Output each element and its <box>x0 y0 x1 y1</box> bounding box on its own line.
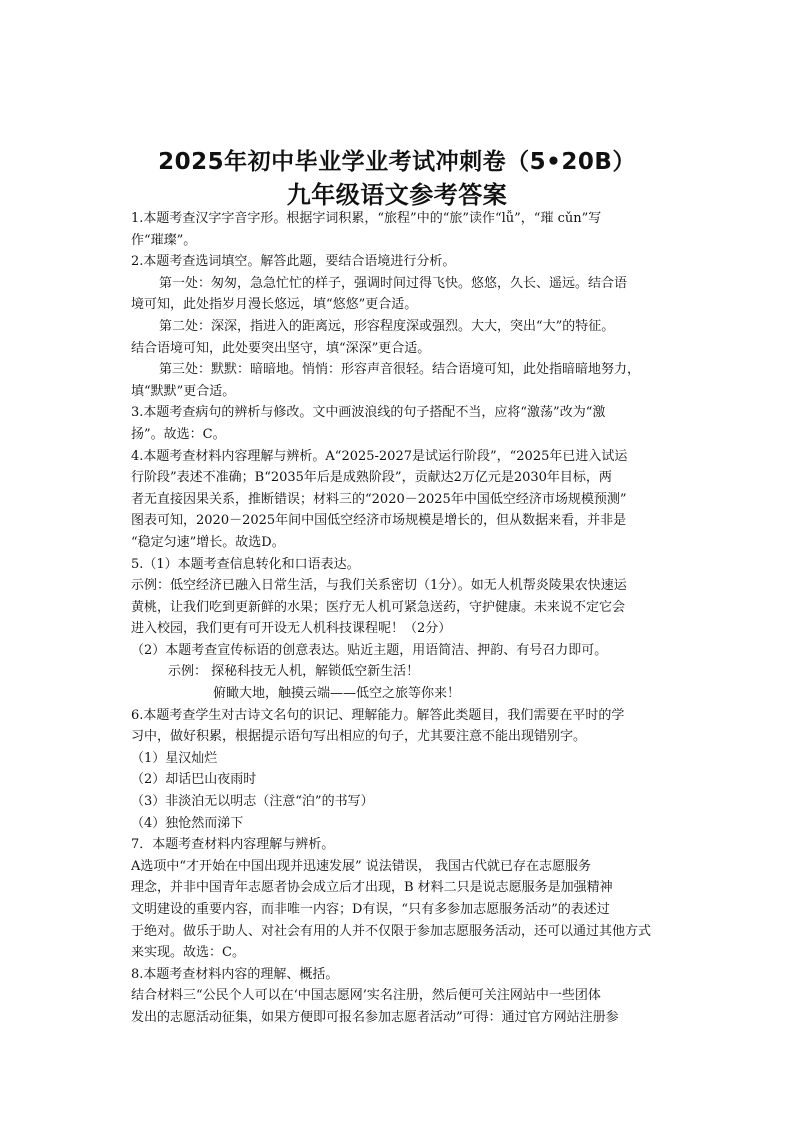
text-line: （2）本题考查宣传标语的创意表达。贴近主题，用语简洁、押韵、有号召力即可。 <box>131 642 608 658</box>
text-line: 黄桃，让我们吃到更新鲜的水果；医疗无人机可紧急送药，守护健康。未来说不定它会 <box>131 599 626 615</box>
text-line: 结合材料三“公民个人可以在‘中国志愿网’实名注册，然后便可关注网站中一些团体 <box>131 988 601 1004</box>
text-line: 第二处：深深，指进入的距离远，形容程度深或强烈。大大，突出“大”的特征。 <box>159 318 615 334</box>
text-line: 7．本题考查材料内容理解与辨析。 <box>131 837 335 853</box>
answer-body <box>131 208 691 1029</box>
text-line: 发出的志愿活动征集，如果方便即可报名参加志愿者活动”可得：通过官方网站注册参 <box>131 1009 619 1025</box>
text-line: 5.（1）本题考查信息转化和口语表达。 <box>131 556 360 572</box>
text-line: 第一处：匆匆，急急忙忙的样子，强调时间过得飞快。悠悠，久长、遥远。结合语 <box>159 275 628 291</box>
text-line: 1.本题考查汉字字音字形。根据字词积累，“旅程”中的“旅”读作“lǚ”，“璀 cǔn”写 <box>131 211 602 226</box>
answer-key-subtitle: 九年级语文参考答案 <box>286 181 508 209</box>
text-line: “稳定匀速”增长。故选D。 <box>131 534 285 550</box>
text-line: 俯瞰大地，触摸云端——低空之旅等你来！ <box>213 686 461 702</box>
text-line: 于绝对。做乐于助人、对社会有用的人并不仅限于参加志愿服务活动，还可以通过其他方式 <box>131 923 652 939</box>
text-line: 2.本题考查选词填空。解答此题，要结合语境进行分析。 <box>131 254 456 270</box>
text-line: A选项中“才开始在中国出现并迅速发展” 说法错误， 我国古代就已存在志愿服务 <box>131 858 591 874</box>
text-line: 作“璀璨”。 <box>131 232 197 248</box>
text-line: 来实现。故选：C。 <box>131 945 245 961</box>
text-line: 理念，并非中国青年志愿者协会成立后才出现，B 材料二只是说志愿服务是加强精神 <box>131 880 613 896</box>
text-line: 习中，做好积累，根据提示语句写出相应的句子，尤其要注意不能出现错别字。 <box>131 729 587 745</box>
text-line: （1）星汉灿烂 <box>131 750 218 766</box>
text-line: 8.本题考查材料内容的理解、概括。 <box>131 966 339 982</box>
text-line: 进入校园，我们更有可开设无人机科技课程呢！（2分） <box>131 621 452 637</box>
text-line: 第三处：默默：暗暗地。悄悄：形容声音很轻。结合语境可知，此处指暗暗地努力， <box>159 362 641 378</box>
text-line: 3.本题考查病句的辨析与修改。文中画波浪线的句子搭配不当，应将“激荡”改为“激 <box>131 405 606 421</box>
text-line: 图表可知，2020－2025年间中国低空经济市场规模是增长的，但从数据来看，并非是 <box>131 513 627 529</box>
text-line: （4）独怆然而涕下 <box>131 815 244 831</box>
text-line: 行阶段”表述不准确；B“2035年后是成熟阶段”，贡献达2万亿元是2030年目标，两 <box>131 470 612 486</box>
text-line: 文明建设的重要内容，而非唯一内容；D有误，“只有多参加志愿服务活动”的表述过 <box>131 902 610 917</box>
text-line: 境可知，此处指岁月漫长悠远，填“悠悠”更合适。 <box>131 297 418 313</box>
text-line: （2）却话巴山夜雨时 <box>131 772 257 788</box>
text-line: 示例：低空经济已融入日常生活，与我们关系密切（1分）。如无人机帮炎陵果农快速运 <box>131 578 627 594</box>
text-line: 结合语境可知，此处要突出坚守，填“深深”更合适。 <box>131 340 431 356</box>
text-line: 者无直接因果关系，推断错误；材料三的“2020－2025年中国低空经济市场规模预测” <box>131 491 627 507</box>
text-line: （3）非淡泊无以明志（注意“泊”的书写） <box>131 794 374 810</box>
exam-title: 2025年初中毕业学业考试冲刺卷（5•20B） <box>158 149 636 175</box>
text-line: 4.本题考查材料内容理解与辨析。A“2025-2027是试运行阶段”，“2025年已进入试运 <box>131 448 628 464</box>
text-line: 填“默默”更合适。 <box>131 383 236 399</box>
text-line: 6.本题考查学生对古诗文名句的识记、理解能力。解答此类题目，我们需要在平时的学 <box>131 707 625 723</box>
text-line: 示例： 探秘科技无人机，解锁低空新生活！ <box>168 664 420 680</box>
text-line: 扬”。故选：C。 <box>131 426 226 442</box>
